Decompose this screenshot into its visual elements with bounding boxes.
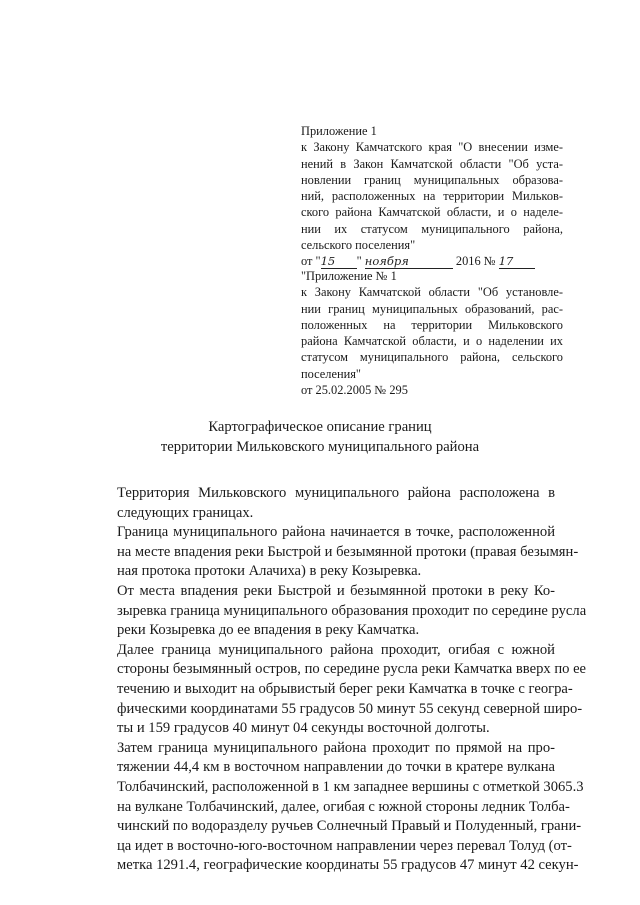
date-quote: ": [356, 254, 362, 269]
appendix-1-line: ний, расположенных на территории Мильков-: [301, 189, 563, 204]
handwritten-law-number: 17: [499, 254, 535, 269]
body-line: ты и 159 градусов 40 минут 04 секунды восточной долготы.: [117, 720, 490, 737]
body-line: Затем граница муниципального района проходит по прямой на про-: [117, 739, 555, 756]
body-line: чинский по водоразделу ручьев Солнечный Правый и Полуденный, грани-: [117, 818, 582, 835]
title-line-2: территории Мильковского муниципального района: [160, 439, 480, 455]
appendix-2-header: [301, 268, 563, 398]
body-line: реки Козыревка до ее впадения в реку Камчатка.: [117, 622, 420, 639]
appendix-2-line: положенных на территории Мильковского: [301, 317, 563, 332]
appendix-2-line: к Закону Камчатской области "Об установле-: [301, 285, 563, 300]
handwritten-month: ноября: [365, 254, 453, 269]
appendix-2-line: нии границ муниципальных образований, рас-: [301, 301, 563, 316]
body-line: на месте впадения реки Быстрой и безымянной протоки (правая безымян-: [117, 543, 579, 560]
body-line: метка 1291.4, географические координаты 55 градусов 47 минут 42 секун-: [117, 857, 579, 874]
appendix-1-line: ского района Камчатской области, и о наделе-: [301, 205, 563, 220]
body-line: ца идет в восточно-юго-восточном направлении через перевал Толуд (от-: [117, 837, 572, 854]
appendix-2-line: поселения": [301, 366, 361, 381]
appendix-1-line: нии их статусом муниципального района,: [301, 221, 563, 236]
body-line: Далее граница муниципального района проходит, огибая с южной: [117, 641, 555, 658]
appendix-1-line: новлении границ муниципальных образова-: [301, 172, 563, 187]
body-line: Граница муниципального района начинается в точке, расположенной: [117, 524, 555, 541]
body-line: ная протока протоки Алачиха) в реку Козыревка.: [117, 563, 422, 580]
body-line: следующих границах.: [117, 504, 254, 521]
body-line: фическими координатами 55 градусов 50 минут 55 секунд северной широ-: [117, 700, 583, 717]
body-line: зыревка граница муниципального образования проходит по середине русла: [117, 602, 587, 619]
document-title: [0, 417, 640, 457]
appendix-1-line: сельского поселения": [301, 238, 416, 253]
body-line: на вулкане Толбачинский, далее, огибая с южной стороны ледник Толба-: [117, 798, 570, 815]
appendix-2-line: района Камчатской области, и о наделении их: [301, 334, 563, 349]
body-line: Территория Мильковского муниципального района расположена в: [117, 485, 555, 501]
body-line: течению и выходит на обрывистый берег реки Камчатка в точке с геогра-: [117, 680, 573, 697]
title-line-1: Картографическое описание границ: [208, 419, 432, 435]
appendix-2-line: статусом муниципального района, сельского: [301, 350, 563, 365]
appendix-1-header: [301, 123, 563, 270]
appendix-1-line: нений в Закон Камчатской области "Об уста-: [301, 156, 563, 171]
appendix-1-line: к Закону Камчатского края "О внесении изме-: [301, 140, 563, 155]
appendix-2-line: от 25.02.2005 № 295: [301, 383, 408, 398]
body-line: тяжении 44,4 км в восточном направлении до точки в кратере вулкана: [117, 759, 555, 776]
body-line: Толбачинский, расположенной в 1 км западнее вершины с отметкой 3065.3: [117, 778, 584, 795]
handwritten-day: 15: [321, 254, 357, 269]
date-year: 2016 №: [455, 254, 496, 269]
appendix-1-line: Приложение 1: [301, 124, 377, 138]
body-line: стороны безымянный остров, по середине русла реки Камчатка вверх по ее: [117, 661, 587, 678]
appendix-2-line: "Приложение № 1: [301, 269, 397, 283]
body-line: От места впадения реки Быстрой и безымянной протоки в реку Ко-: [117, 582, 555, 599]
date-prefix: от ": [301, 254, 321, 269]
document-body: [117, 484, 587, 876]
